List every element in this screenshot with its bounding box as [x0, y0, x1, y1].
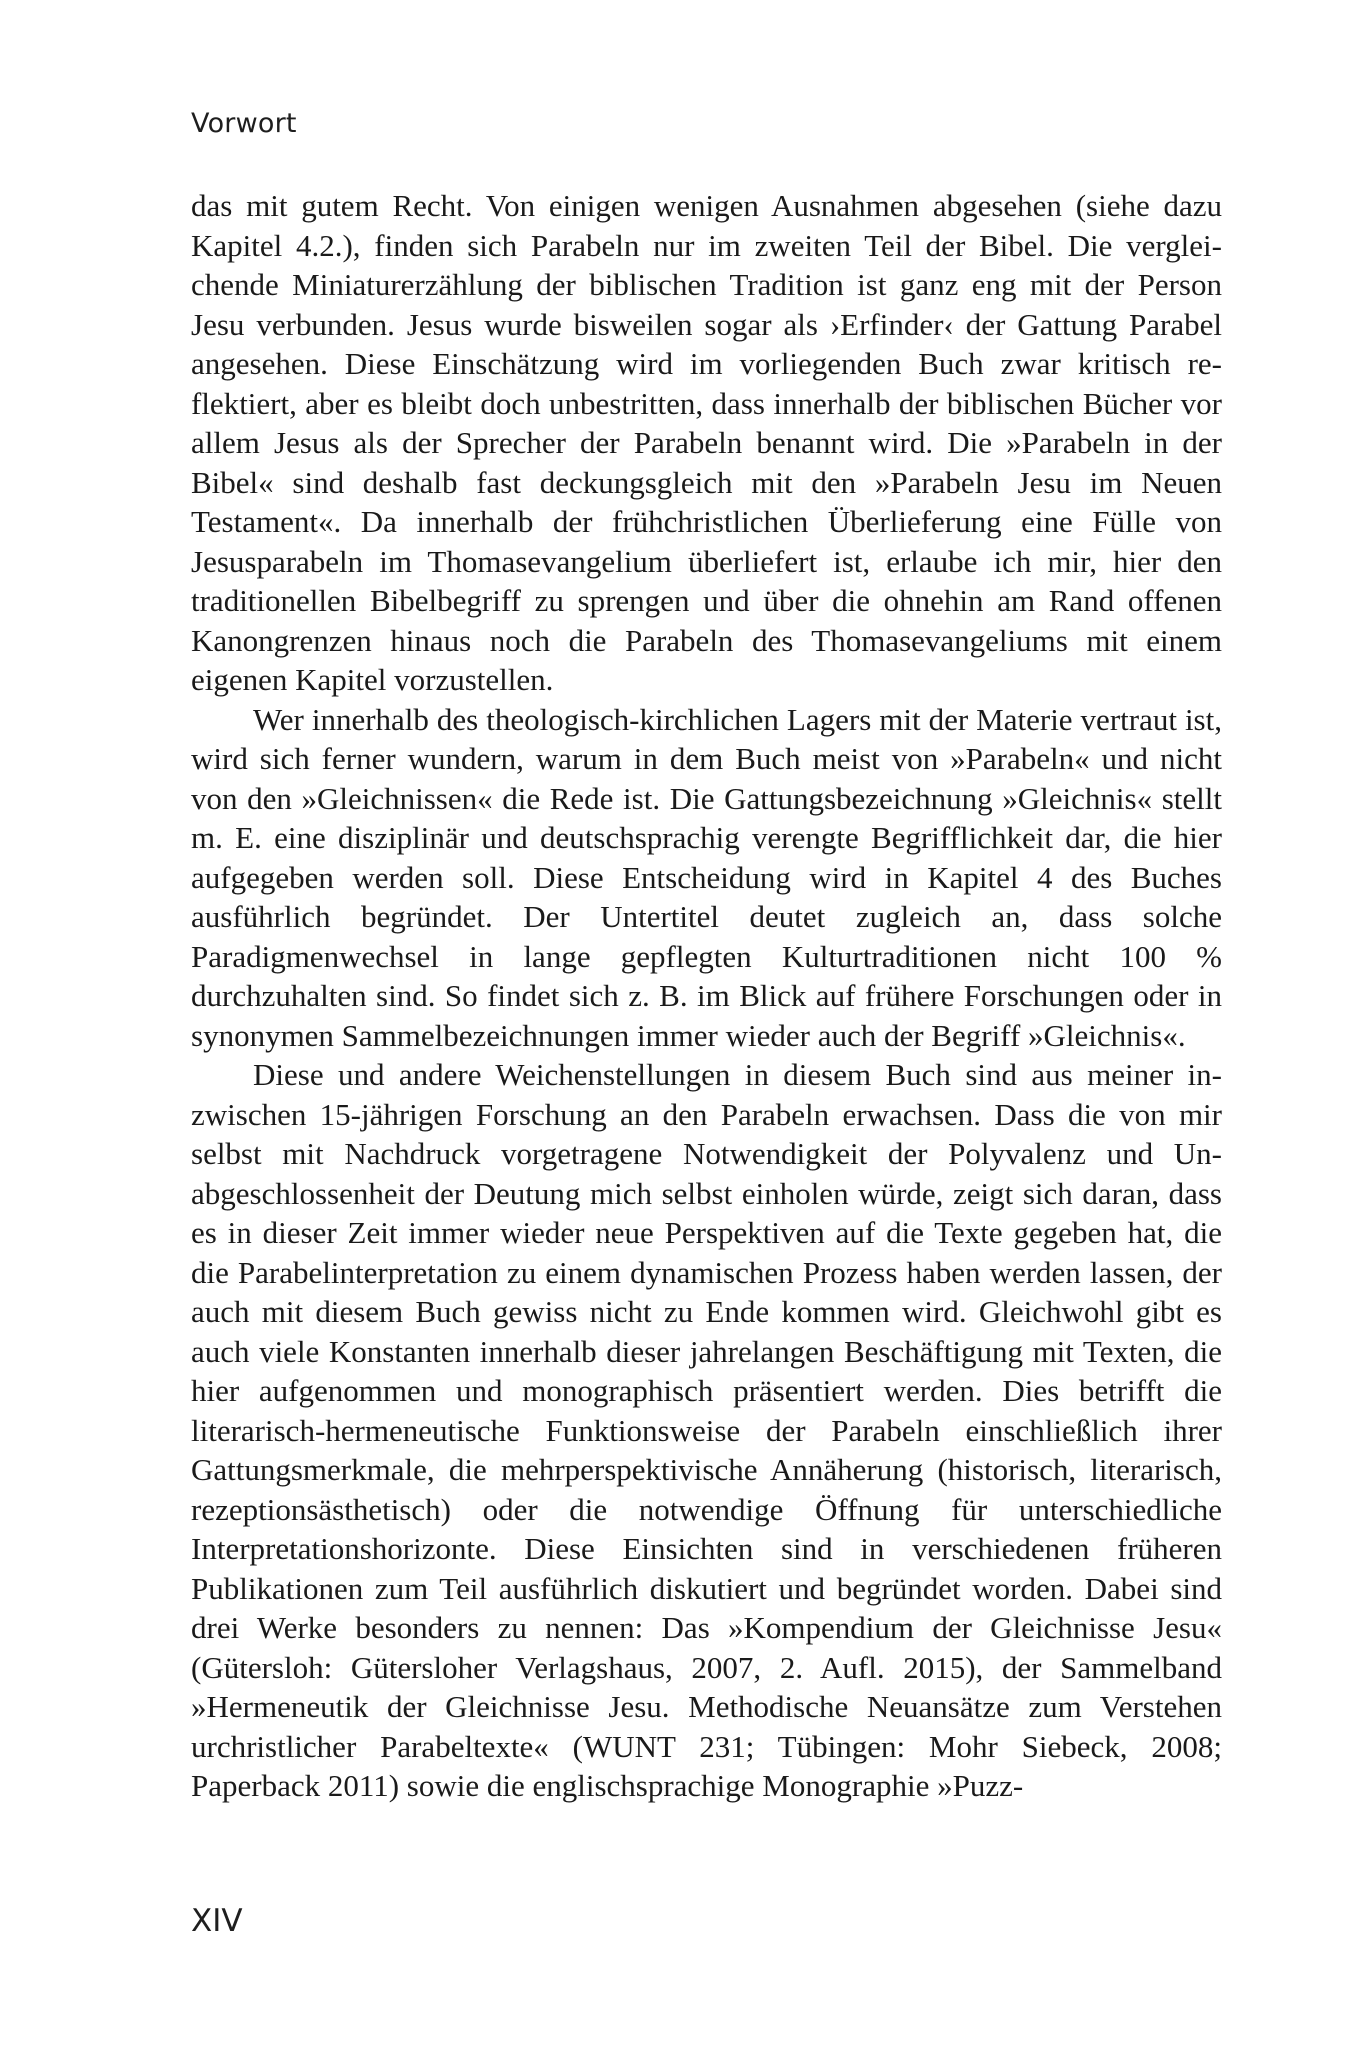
page-number: XIV [191, 1903, 243, 1939]
running-head: Vorwort [191, 108, 297, 139]
body-text [191, 186, 1222, 1806]
paragraph: Wer innerhalb des theologisch-kirchlichen Lagers mit der Materie vertraut ist, wird sich ferner wundern, warum in dem Buch meist von »Parabeln« und nicht von den »Gleichnissen« die Rede ist. Die Gattungsbezeichnung »Gleichnis« stellt m. E. eine disziplinär und deutschsprachig verengte Begrifflichkeit dar, die hier aufgegeben werden soll. Diese Entscheidung wird in Kapitel 4 des Buches ausführlich begründet. Der Untertitel deutet zugleich an, dass solche Paradigmenwechsel in lange gepflegten Kulturtraditionen nicht 100 % durchzuhalten sind. So findet sich z. B. im Blick auf frühere Forschungen oder in synonymen Sammelbezeichnungen immer wieder auch der Begriff »Gleichnis«. [191, 701, 1222, 1053]
paragraph: Diese und andere Weichenstellungen in diesem Buch sind aus meiner inzwischen 15-jährigen Forschung an den Parabeln erwachsen. Dass die von mir selbst mit Nachdruck vorgetragene Notwendigkeit der Polyvalenz und Unabgeschlossenheit der Deutung mich selbst einholen würde, zeigt sich daran, dass es in dieser Zeit immer wieder neue Perspektiven auf die Texte gegeben hat, die die Parabelinterpretation zu einem dynamischen Prozess haben werden lassen, der auch mit diesem Buch gewiss nicht zu Ende kommen wird. Gleichwohl gibt es auch viele Konstanten innerhalb dieser jahrelangen Beschäftigung mit Texten, die hier aufgenommen und monographisch präsentiert werden. Dies betrifft die literarisch-hermeneutische Funktionsweise der Parabeln einschließlich ihrer Gattungsmerkmale, die mehrperspektivische Annäherung (historisch, literarisch, rezeptionsästhetisch) oder die notwendige Öffnung für unterschiedliche Interpretationshorizonte. Diese Einsichten sind in verschiedenen früheren Publikationen zum Teil ausführlich diskutiert und begründet worden. Dabei sind drei Werke besonders zu nennen: Das »Kompendium der Gleichnisse Jesu« (Gütersloh: Gütersloher Verlagshaus, 2007, 2. Aufl. 2015), der Sammelband »Hermeneutik der Gleichnisse Jesu. Methodische Neuansätze zum Verstehen urchristlicher Parabeltexte« (WUNT 231; Tübingen: Mohr Siebeck, 2008; Paperback 2011) sowie die englischsprachige Monographie »Puzz- [191, 1057, 1222, 1803]
paragraph: das mit gutem Recht. Von einigen wenigen Ausnahmen abgesehen (siehe dazu Kapitel 4.2.), finden sich Parabeln nur im zweiten Teil der Bibel. Die vergleichende Miniaturerzählung der biblischen Tradition ist ganz eng mit der Person Jesu verbunden. Jesus wurde bisweilen sogar als ›Erfinder‹ der Gattung Parabel angesehen. Diese Einschätzung wird im vorliegenden Buch zwar kritisch reflektiert, aber es bleibt doch unbestritten, dass innerhalb der biblischen Bücher vor allem Jesus als der Sprecher der Parabeln benannt wird. Die »Parabeln in der Bibel« sind deshalb fast deckungsgleich mit den »Parabeln Jesu im Neuen Testament«. Da innerhalb der frühchristlichen Überlieferung eine Fülle von Jesusparabeln im Thomasevangelium überliefert ist, erlaube ich mir, hier den traditionellen Bibelbegriff zu sprengen und über die ohnehin am Rand offenen Kanongrenzen hinaus noch die Parabeln des Thomasevangeliums mit einem eigenen Kapitel vorzustellen. [191, 188, 1222, 697]
